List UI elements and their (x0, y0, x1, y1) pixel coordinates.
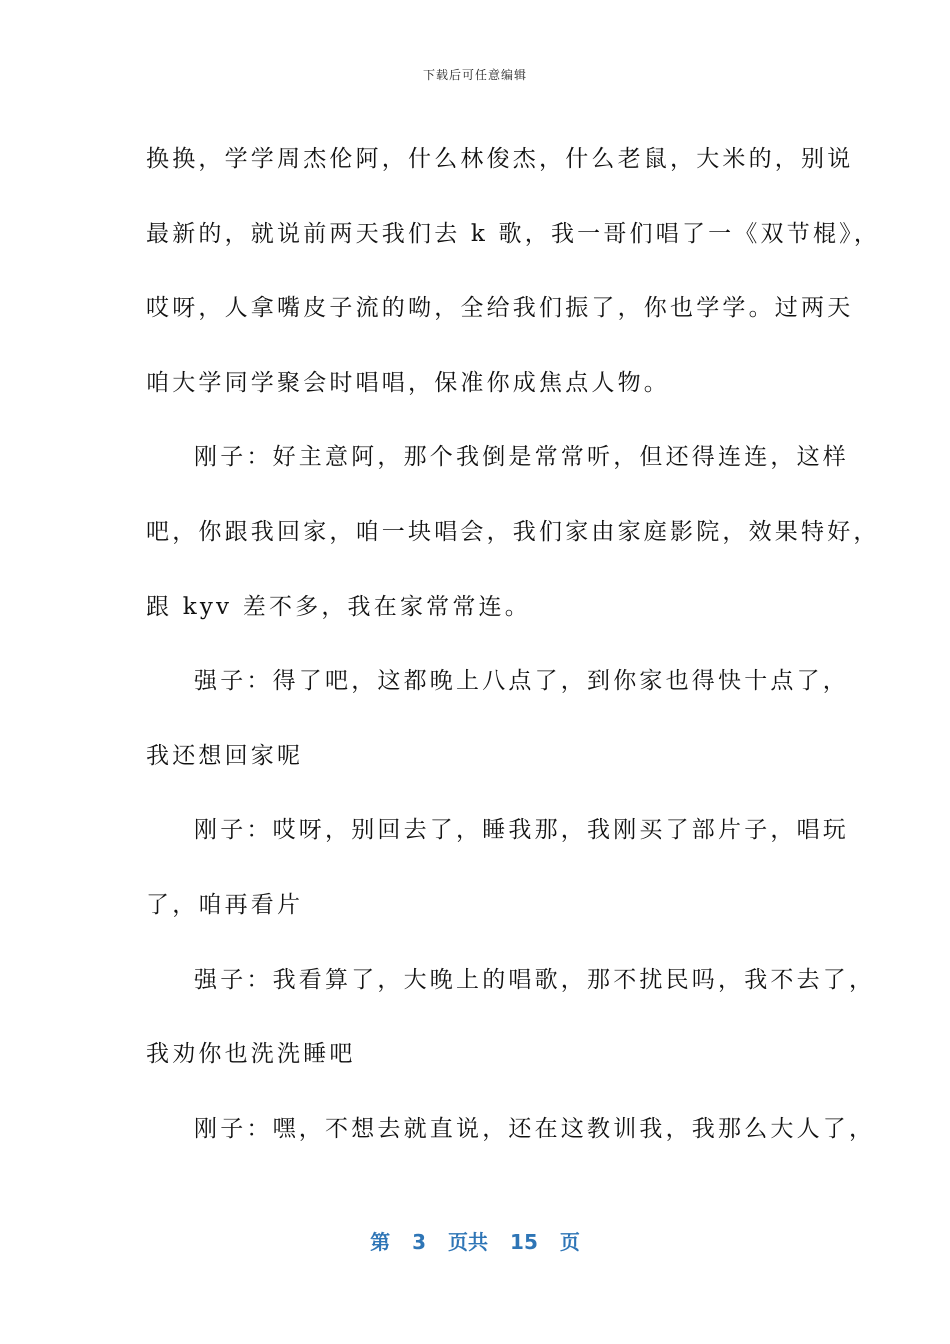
body-line: 刚子：嘿，不想去就直说，还在这教训我，我那么大人了， (194, 1115, 876, 1142)
page-footer (0, 1226, 950, 1255)
body-line: 了，咱再看片 (146, 891, 304, 918)
footer-suffix: 页 (559, 1230, 580, 1254)
document-body (146, 122, 881, 1166)
footer-prefix: 第 (370, 1230, 391, 1254)
footer-current-page: 3 (412, 1230, 427, 1254)
body-line: 我还想回家呢 (146, 742, 304, 769)
body-line: 刚子：好主意阿，那个我倒是常常听，但还得连连，这样 (194, 444, 849, 471)
body-line: 吧，你跟我回家，咱一块唱会，我们家由家庭影院，效果特好， (146, 518, 880, 545)
footer-middle: 页共 (448, 1230, 489, 1254)
page-header-note: 下载后可任意编辑 (422, 68, 527, 82)
body-line: 刚子：哎呀，别回去了，睡我那，我刚买了部片子，唱玩 (194, 817, 849, 844)
body-line: 我劝你也洗洗睡吧 (146, 1041, 356, 1068)
body-line: 哎呀，人拿嘴皮子流的呦，全给我们振了，你也学学。过两天 (146, 295, 854, 322)
body-line: 咱大学同学聚会时唱唱，保准你成焦点人物。 (146, 369, 670, 396)
body-line: 最新的，就说前两天我们去 k 歌，我一哥们唱了一《双节棍》， (146, 220, 881, 247)
body-line: 换换，学学周杰伦阿，什么林俊杰，什么老鼠，大米的，别说 (146, 146, 854, 172)
body-line: 跟 kyv 差不多，我在家常常连。 (146, 593, 531, 620)
body-line: 强子：我看算了，大晚上的唱歌，那不扰民吗，我不去了， (194, 966, 876, 993)
footer-total-pages: 15 (510, 1230, 538, 1254)
body-line: 强子：得了吧，这都晚上八点了，到你家也得快十点了， (194, 668, 849, 695)
